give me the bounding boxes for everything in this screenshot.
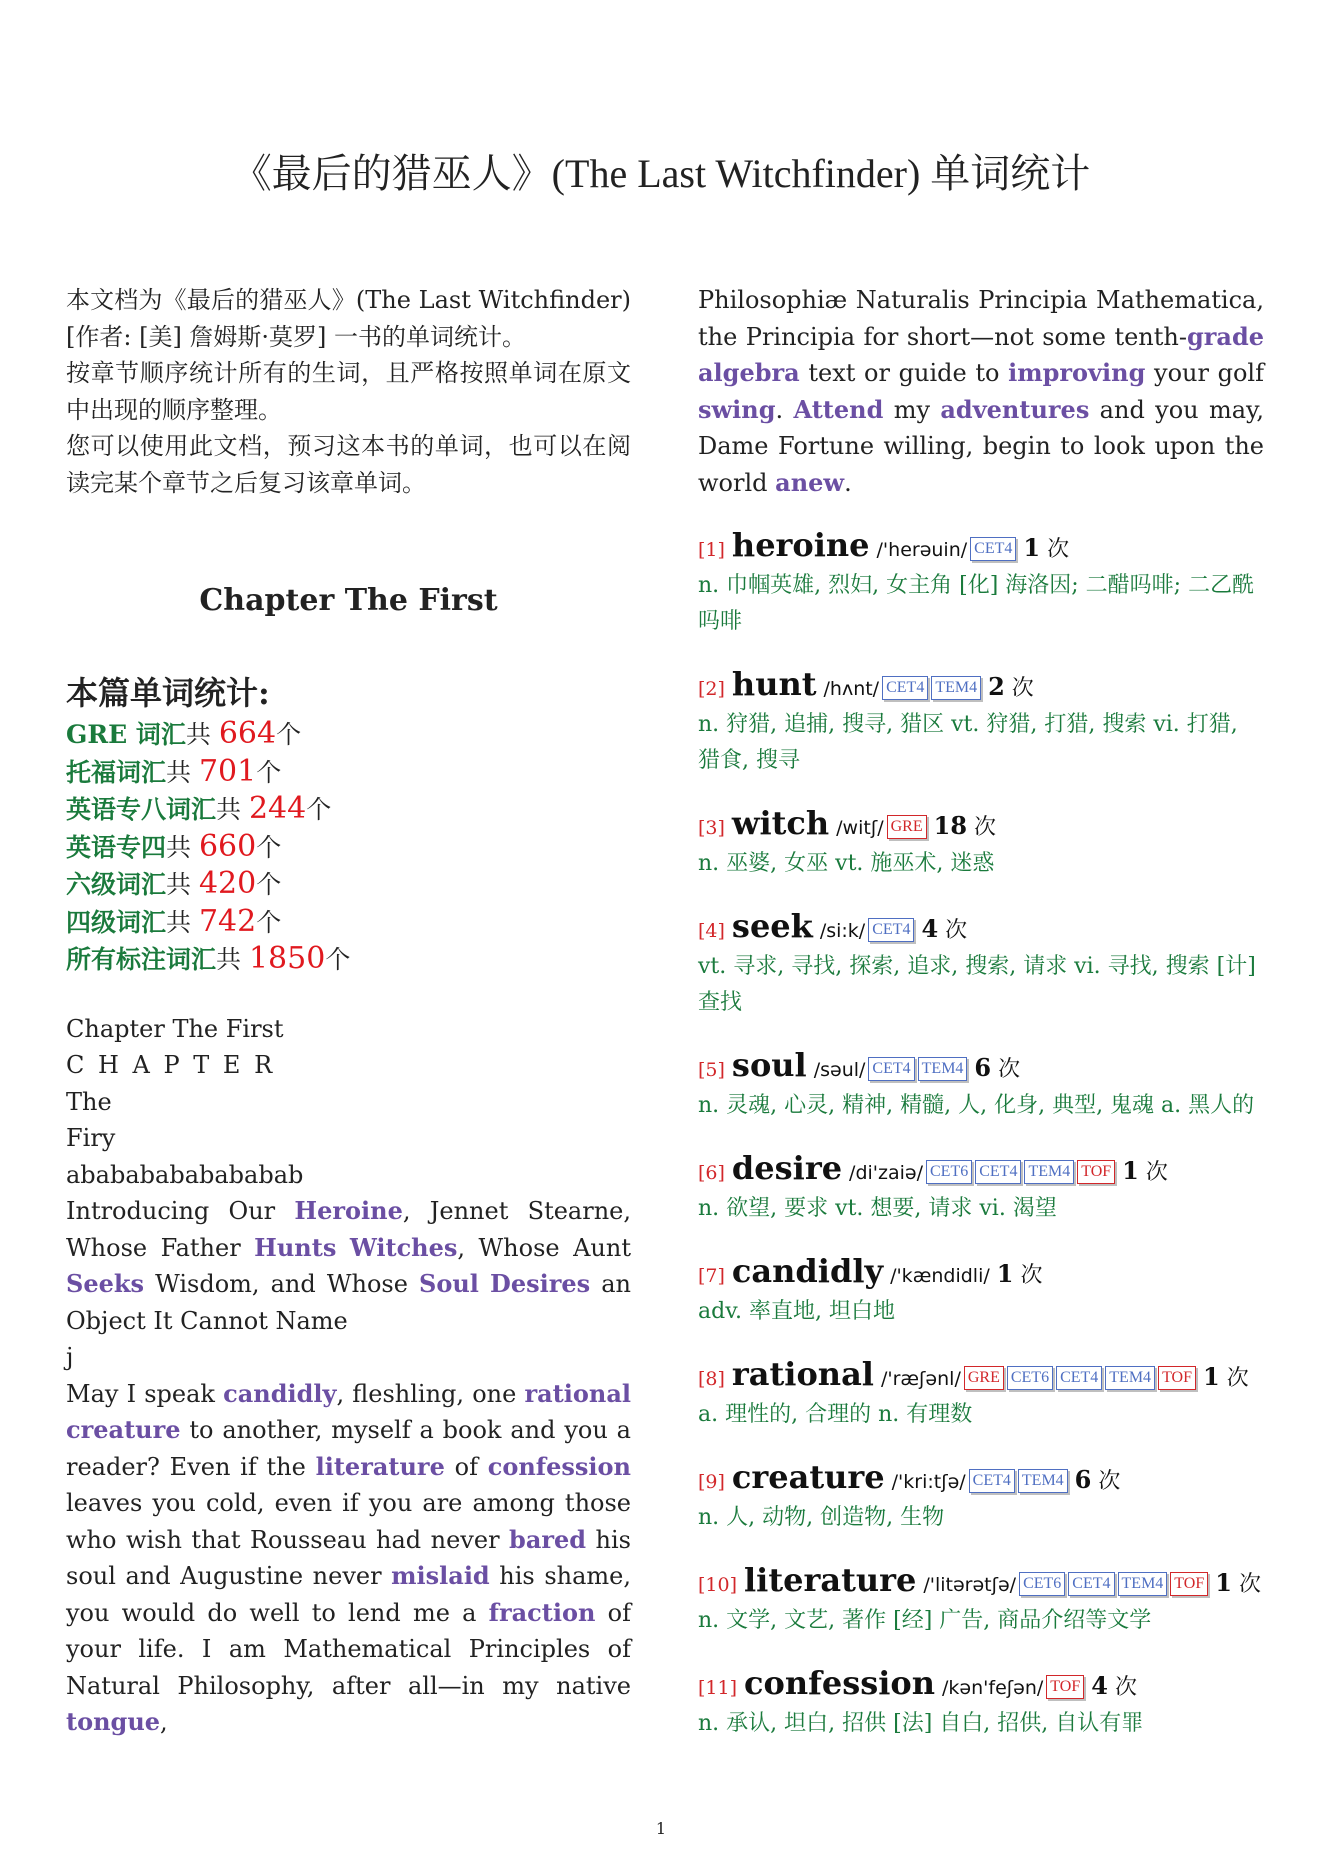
- entry-definition: n. 欲望, 要求 vt. 想要, 请求 vi. 渴望: [698, 1196, 1057, 1221]
- entry-count: 4: [921, 914, 939, 943]
- intro: [66, 282, 631, 501]
- exam-tag-badge: CET4: [1056, 1366, 1102, 1390]
- entry-count-unit: 次: [998, 1057, 1021, 1082]
- stat-label: 英语专八词汇: [66, 795, 217, 824]
- entry-frequency: [1203, 1362, 1249, 1391]
- entry-frequency: [933, 811, 997, 840]
- entry-phonetic: /witʃ/: [836, 817, 884, 839]
- stat-line-toefl: [66, 754, 631, 792]
- vocab-entry-head: [698, 908, 1264, 949]
- exam-tag-badge: TEM4: [1105, 1366, 1155, 1390]
- highlighted-word[interactable]: Attend: [793, 394, 884, 424]
- text-run: leaves you cold, even if you are among those who wish that Rousseau had never: [66, 1489, 631, 1554]
- entry-word[interactable]: desire: [731, 1149, 843, 1187]
- entry-count-unit: 次: [1098, 1469, 1121, 1494]
- body-line: Firy: [66, 1124, 116, 1152]
- text-run: his shame, you would do well to lend me a: [66, 1562, 631, 1627]
- entry-phonetic: /si:k/: [819, 920, 866, 942]
- entry-count-unit: 次: [945, 918, 968, 943]
- highlighted-word[interactable]: algebra: [698, 358, 800, 387]
- vocab-entry: [698, 1459, 1264, 1536]
- entry-index: [4]: [698, 920, 725, 942]
- text-run: .: [775, 395, 794, 424]
- exam-tag-badge: GRE: [964, 1366, 1004, 1390]
- entry-count-unit: 次: [1114, 1675, 1137, 1700]
- stats-title: 本篇单词统计:: [66, 674, 270, 712]
- entry-index: [1]: [698, 539, 725, 561]
- exam-tag-badge: TOF: [1158, 1366, 1196, 1390]
- entry-phonetic: /'herəuin/: [876, 539, 968, 561]
- entry-frequency: [1122, 1156, 1168, 1185]
- entry-phonetic: /'litərətʃə/: [923, 1574, 1017, 1596]
- stat-unit: 个: [306, 795, 332, 824]
- stat-count: 420: [198, 866, 257, 901]
- entry-phonetic: /'kændidli/: [890, 1265, 990, 1287]
- entry-definition: a. 理性的, 合理的 n. 有理数: [698, 1402, 973, 1427]
- entry-count: 1: [996, 1259, 1014, 1288]
- highlighted-word[interactable]: tongue: [66, 1707, 161, 1736]
- entry-index: [10]: [698, 1574, 738, 1596]
- stat-label: 所有标注词汇: [66, 945, 217, 974]
- exam-tag-badge: CET4: [1068, 1572, 1114, 1596]
- body-line: Chapter The First: [66, 1014, 284, 1043]
- text-run: of: [444, 1452, 488, 1481]
- highlighted-word[interactable]: Seeks: [66, 1269, 145, 1298]
- stat-mid: 共: [216, 795, 249, 824]
- text-run: of your life. I am Mathematical Principles of Natural Philosophy, after all—in my native: [66, 1598, 631, 1700]
- highlighted-word[interactable]: anew: [775, 467, 845, 497]
- vocab-entry: [698, 805, 1264, 882]
- exam-tag-badge: TOF: [1077, 1160, 1115, 1184]
- text-run: Introducing Our: [66, 1197, 295, 1225]
- text-run: his soul and Augustine never: [66, 1525, 631, 1590]
- entry-phonetic: /hʌnt/: [823, 678, 880, 700]
- stat-line-cet4: [66, 904, 631, 942]
- highlighted-word[interactable]: Soul: [419, 1269, 479, 1298]
- text-run: and you may, Dame Fortune willing, begin to look upon the world: [698, 395, 1265, 497]
- entry-index: [7]: [698, 1265, 725, 1287]
- stat-label: 四级词汇: [66, 907, 167, 937]
- text-run: , fleshling, one: [336, 1379, 525, 1408]
- vocab-entry: [698, 1150, 1264, 1227]
- chapter-body: [66, 1011, 631, 1741]
- stat-mid: 共: [216, 945, 249, 974]
- entry-word[interactable]: rational: [731, 1355, 874, 1393]
- highlighted-word[interactable]: Desires: [490, 1269, 591, 1298]
- entry-definition: vt. 寻求, 寻找, 探索, 追求, 搜索, 请求 vi. 寻找, 搜索 [计] 查找: [698, 954, 1256, 1015]
- body-paragraph-continued: [698, 282, 1264, 501]
- entry-frequency: [1091, 1671, 1137, 1700]
- stat-mid: 共: [166, 757, 199, 787]
- vocab-entry-head: [698, 1459, 1264, 1500]
- exam-tag-badge: CET4: [882, 676, 928, 700]
- highlighted-word[interactable]: Witches: [349, 1232, 458, 1262]
- entry-definition: adv. 率直地, 坦白地: [698, 1299, 895, 1324]
- entry-word[interactable]: seek: [731, 907, 813, 945]
- entry-phonetic: /di'zaiə/: [849, 1162, 923, 1184]
- text-run: .: [844, 468, 852, 497]
- entry-word[interactable]: candidly: [731, 1252, 884, 1290]
- entry-count: 1: [1215, 1568, 1232, 1597]
- text-run: an Object It Cannot Name: [66, 1270, 631, 1335]
- entry-frequency: [988, 672, 1034, 701]
- vocab-entry: [698, 1356, 1264, 1433]
- highlighted-word[interactable]: improving: [1008, 358, 1146, 387]
- entry-count: 6: [974, 1053, 992, 1082]
- text-run: ,: [160, 1708, 168, 1736]
- exam-tag-badge: CET4: [868, 1057, 914, 1081]
- stat-unit: 个: [325, 945, 351, 974]
- stat-line-tem4: [66, 829, 631, 867]
- text-run: May I speak: [66, 1379, 224, 1408]
- highlighted-word[interactable]: bared: [509, 1524, 587, 1554]
- vocab-entry: [698, 527, 1264, 640]
- entry-definition: n. 文学, 文艺, 著作 [经] 广告, 商品介绍等文学: [698, 1608, 1152, 1633]
- body-line: The: [66, 1087, 112, 1116]
- entry-word[interactable]: creature: [731, 1458, 885, 1496]
- text-run: , Jennet Stearne, Whose Father: [66, 1197, 631, 1262]
- highlighted-word[interactable]: adventures: [940, 394, 1090, 424]
- intro-paragraph: 按章节顺序统计所有的生词，且严格按照单词在原文中出现的顺序整理。: [66, 359, 631, 424]
- highlighted-word[interactable]: swing: [698, 394, 776, 424]
- stats-list: [66, 716, 631, 979]
- entry-phonetic: /'ræʃənl/: [880, 1368, 961, 1390]
- exam-tag-badge: CET4: [975, 1160, 1021, 1184]
- stat-mid: 共: [166, 870, 199, 899]
- vocab-entry-head: [698, 1047, 1264, 1088]
- entry-count-unit: 次: [1238, 1572, 1261, 1597]
- exam-tag-badge: CET6: [1007, 1366, 1053, 1390]
- stat-line-cet6: [66, 866, 631, 904]
- exam-tag-badge: TEM4: [918, 1057, 968, 1081]
- stat-mid: 共: [166, 907, 199, 937]
- highlighted-word[interactable]: rational: [524, 1378, 631, 1408]
- vocabulary-list: [698, 527, 1264, 1742]
- entry-word[interactable]: confession: [744, 1664, 936, 1702]
- page-number: 1: [655, 1819, 667, 1838]
- entry-index: [6]: [698, 1162, 725, 1184]
- right-column: [698, 282, 1264, 1742]
- stat-label: GRE 词汇: [66, 720, 186, 749]
- stat-count: 660: [198, 828, 257, 864]
- body-line: abababababababab: [66, 1160, 304, 1189]
- stat-label: 英语专四: [66, 832, 167, 862]
- entry-frequency: [974, 1053, 1021, 1082]
- vocab-entry-head: [698, 527, 1264, 568]
- text-run: , Whose Aunt: [457, 1233, 631, 1262]
- entry-phonetic: /kən'feʃən/: [942, 1677, 1044, 1699]
- entry-frequency: [1215, 1568, 1261, 1597]
- text-run: [336, 1234, 349, 1262]
- entry-count-unit: 次: [1011, 676, 1034, 701]
- text-run: my: [883, 395, 941, 424]
- stat-count: 742: [198, 903, 257, 939]
- vocab-entry-head: [698, 1150, 1264, 1191]
- body-line: C H A P T E R: [66, 1051, 276, 1079]
- stat-count: 701: [198, 753, 257, 789]
- entry-count: 2: [988, 672, 1005, 701]
- exam-tag-badge: TEM4: [1018, 1469, 1068, 1493]
- vocab-entry: [698, 1562, 1264, 1639]
- entry-word[interactable]: witch: [731, 804, 830, 842]
- entry-count-unit: 次: [1145, 1160, 1168, 1185]
- highlighted-word[interactable]: Heroine: [294, 1196, 403, 1225]
- stat-unit: 个: [256, 757, 282, 787]
- vocab-entry: [698, 908, 1264, 1021]
- text-run: to another, myself a book and you a reader? Even if the: [66, 1416, 631, 1481]
- stat-line-gre: [66, 716, 631, 754]
- entry-frequency: [1023, 533, 1070, 562]
- vocab-entry: [698, 1253, 1264, 1330]
- entry-frequency: [921, 914, 968, 943]
- entry-phonetic: /səul/: [813, 1059, 866, 1081]
- vocab-entry-head: [698, 666, 1264, 707]
- exam-tag-badge: TEM4: [1024, 1160, 1074, 1184]
- intro-paragraph: 本文档为《最后的猎巫人》(The Last Witchfinder)[作者: [美] 詹姆斯·莫罗] 一书的单词统计。: [66, 286, 631, 351]
- highlighted-word[interactable]: candidly: [223, 1378, 337, 1408]
- stat-count: 664: [218, 716, 277, 751]
- entry-index: [9]: [698, 1471, 725, 1493]
- entry-count: 1: [1122, 1156, 1139, 1185]
- entry-definition: n. 人, 动物, 创造物, 生物: [698, 1505, 945, 1530]
- vocab-entry-head: [698, 1665, 1264, 1706]
- entry-definition: n. 灵魂, 心灵, 精神, 精髓, 人, 化身, 典型, 鬼魂 a. 黑人的: [698, 1093, 1255, 1118]
- exam-tag-badge: TEM4: [931, 676, 981, 700]
- entry-count: 4: [1091, 1671, 1108, 1700]
- stat-label: 六级词汇: [66, 870, 167, 899]
- text-run: your golf: [1145, 359, 1264, 387]
- stat-unit: 个: [256, 870, 282, 899]
- entry-count-unit: 次: [974, 815, 997, 840]
- entry-word[interactable]: literature: [744, 1561, 917, 1599]
- exam-tag-badge: CET4: [970, 537, 1016, 561]
- entry-frequency: [1074, 1465, 1121, 1494]
- stat-unit: 个: [276, 720, 302, 749]
- exam-tag-badge: TOF: [1046, 1675, 1084, 1699]
- entry-count-unit: 次: [1047, 537, 1070, 562]
- highlighted-word[interactable]: Hunts: [254, 1232, 337, 1262]
- stat-line-tem8: [66, 791, 631, 829]
- vocab-entry-head: [698, 1253, 1264, 1294]
- highlighted-word[interactable]: mislaid: [391, 1561, 490, 1590]
- exam-tag-badge: TEM4: [1118, 1572, 1168, 1596]
- entry-index: [3]: [698, 817, 725, 839]
- entry-index: [5]: [698, 1059, 725, 1081]
- entry-definition: n. 巫婆, 女巫 vt. 施巫术, 迷惑: [698, 851, 995, 876]
- exam-tag-badge: CET4: [969, 1469, 1015, 1493]
- left-column: [66, 282, 631, 1741]
- exam-tag-badge: CET4: [868, 918, 914, 942]
- vocab-entry: [698, 1665, 1264, 1742]
- body-line: j: [66, 1343, 74, 1371]
- chapter-subtitle-paragraph: [66, 1193, 631, 1339]
- stat-count: 1850: [248, 941, 326, 976]
- exam-tag-badge: GRE: [887, 815, 927, 839]
- page-title: 《最后的猎巫人》(The Last Witchfinder) 单词统计: [231, 151, 1091, 196]
- exam-tag-badge: CET6: [1019, 1572, 1065, 1596]
- entry-index: [8]: [698, 1368, 725, 1390]
- entry-definition: n. 巾帼英雄, 烈妇, 女主角 [化] 海洛因; 二醋吗啡; 二乙酰吗啡: [698, 573, 1255, 634]
- entry-index: [2]: [698, 678, 725, 700]
- text-run: Wisdom, and Whose: [144, 1270, 419, 1298]
- text-run: text or guide to: [799, 359, 1009, 387]
- body-paragraph: [66, 1376, 631, 1741]
- entry-definition: n. 狩猎, 追捕, 搜寻, 猎区 vt. 狩猎, 打猎, 搜索 vi. 打猎, 猎食, 搜寻: [698, 712, 1238, 773]
- text-run: Philosophiæ Naturalis Principia Mathematica, the Principia for short—not some tenth-: [698, 286, 1264, 351]
- vocab-entry: [698, 1047, 1264, 1124]
- stat-line-all: [66, 941, 631, 979]
- stat-mid: 共: [166, 832, 199, 862]
- highlighted-word[interactable]: confession: [487, 1451, 631, 1481]
- entry-count-unit: 次: [1020, 1263, 1043, 1288]
- entry-count: 1: [1203, 1362, 1220, 1391]
- exam-tag-badge: TOF: [1170, 1572, 1208, 1596]
- vocab-entry-head: [698, 805, 1264, 846]
- stat-unit: 个: [256, 907, 282, 937]
- entry-index: [11]: [698, 1677, 738, 1699]
- entry-count: 1: [1023, 533, 1041, 562]
- entry-count-unit: 次: [1226, 1366, 1249, 1391]
- exam-tag-badge: CET6: [926, 1160, 972, 1184]
- chapter-heading: Chapter The First: [199, 583, 498, 618]
- entry-word[interactable]: heroine: [731, 526, 870, 564]
- entry-count: 6: [1074, 1465, 1092, 1494]
- entry-frequency: [996, 1259, 1043, 1288]
- text-run: [479, 1270, 490, 1298]
- stat-label: 托福词汇: [66, 757, 167, 787]
- stat-unit: 个: [256, 832, 282, 862]
- entry-definition: n. 承认, 坦白, 招供 [法] 自白, 招供, 自认有罪: [698, 1711, 1144, 1736]
- entry-phonetic: /'kri:tʃə/: [891, 1471, 966, 1493]
- highlighted-word[interactable]: grade: [1186, 321, 1264, 351]
- stat-mid: 共: [185, 720, 219, 749]
- stat-count: 244: [248, 791, 307, 826]
- entry-count: 18: [933, 811, 968, 840]
- highlighted-word[interactable]: fraction: [488, 1597, 596, 1627]
- vocab-entry-head: [698, 1562, 1264, 1603]
- entry-word[interactable]: hunt: [731, 665, 817, 703]
- vocab-entry: [698, 666, 1264, 779]
- highlighted-word[interactable]: literature: [315, 1451, 445, 1481]
- intro-paragraph: 您可以使用此文档，预习这本书的单词，也可以在阅读完某个章节之后复习该章单词。: [66, 432, 631, 497]
- vocab-entry-head: [698, 1356, 1264, 1397]
- highlighted-word[interactable]: creature: [66, 1415, 181, 1444]
- entry-word[interactable]: soul: [731, 1046, 807, 1084]
